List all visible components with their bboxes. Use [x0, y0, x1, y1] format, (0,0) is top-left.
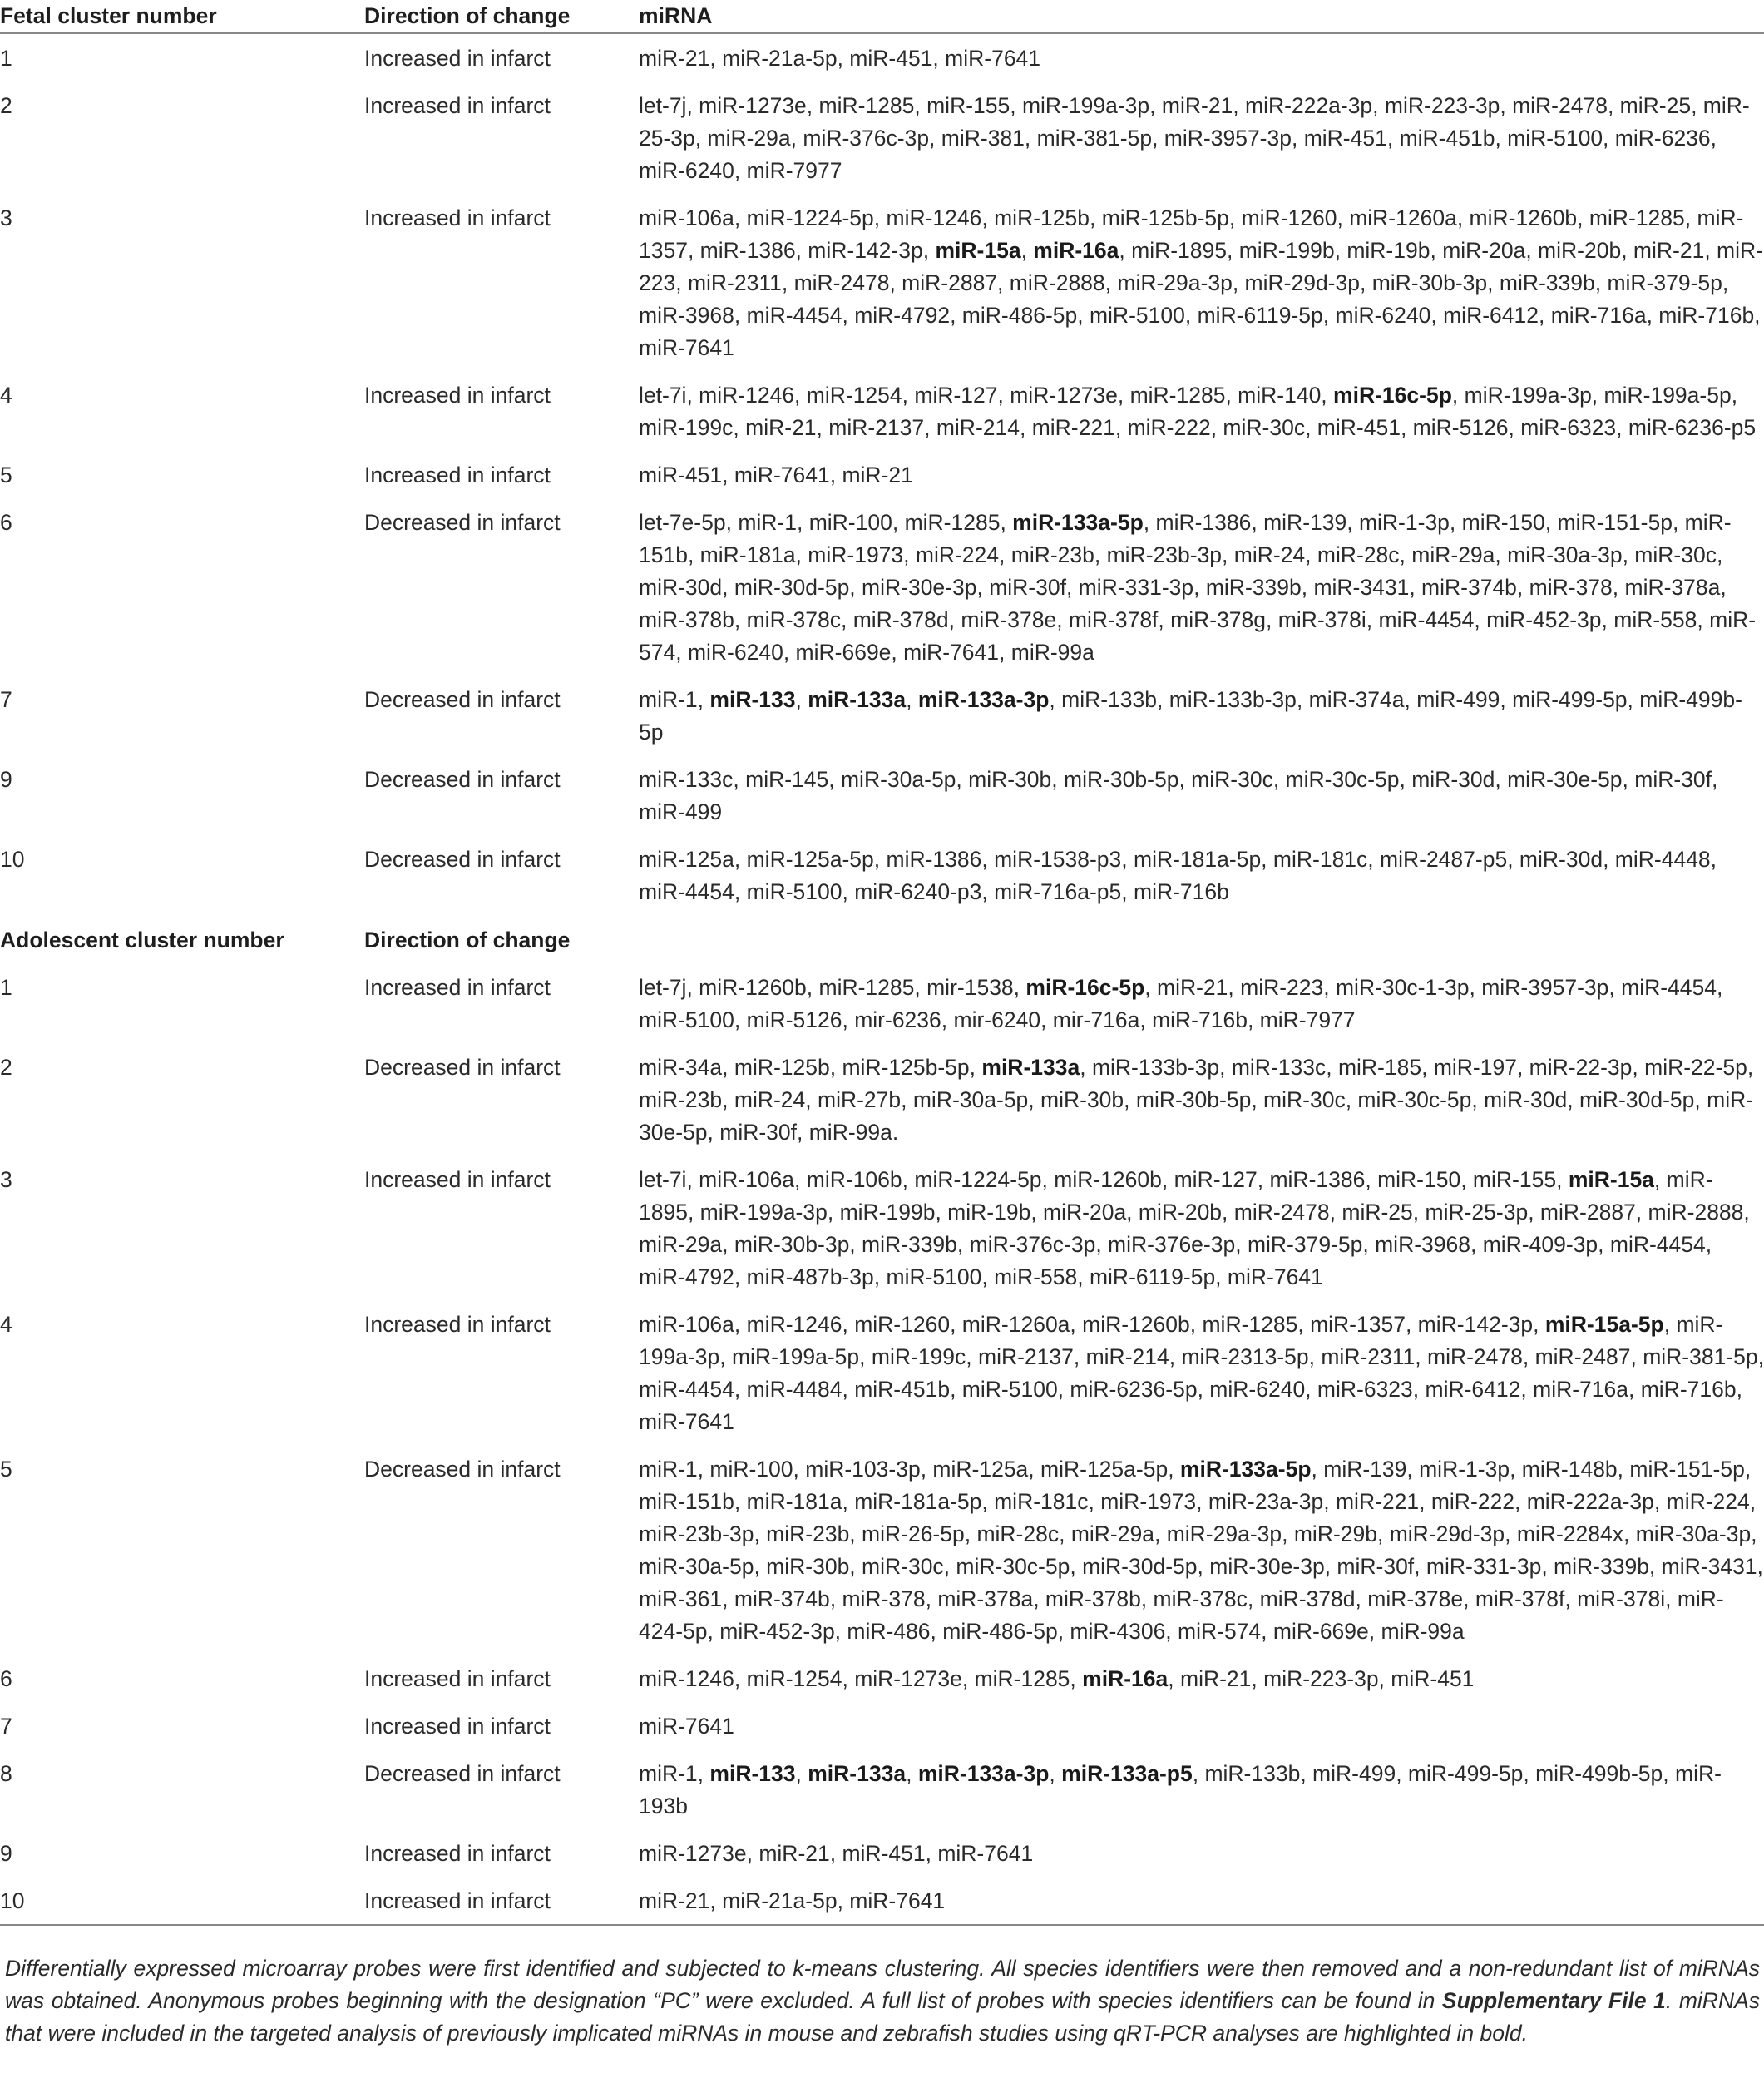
mirna-list-cell	[639, 755, 1764, 835]
mirna-text: miR-1273e, miR-21, miR-451, miR-7641	[639, 1841, 1034, 1866]
mirna-list-cell	[639, 1749, 1764, 1829]
direction-cell: Decreased in infarct	[364, 687, 561, 712]
mirna-text: let-7j, miR-1273e, miR-1285, miR-155, miR-199a-3p, miR-21, miR-222a-3p, miR-223-3p, miR-2478, miR-25, miR-25-3p, miR-29a, miR-376c-3p, miR-381, miR-381-5p, miR-3957-3p, miR-451, miR-451b, miR-5100, miR-6236, miR-6240, miR-7977	[639, 93, 1750, 183]
cluster-number-cell: 9	[0, 767, 12, 792]
mirna-list-cell	[639, 1829, 1764, 1877]
table-row	[0, 963, 1764, 1043]
highlighted-mirna: miR-15a-5p	[1544, 1312, 1664, 1337]
highlighted-mirna: miR-133a	[808, 1761, 907, 1786]
direction-cell: Decreased in infarct	[364, 510, 561, 535]
cluster-number-cell: 2	[0, 1055, 12, 1080]
table-row	[0, 1749, 1764, 1829]
cluster-number-cell: 4	[0, 383, 12, 408]
mirna-text: , miR-1386, miR-139, miR-1-3p, miR-150, miR-151-5p, miR-151b, miR-181a, miR-1973, miR-224, miR-23b, miR-23b-3p, miR-24, miR-28c, miR-29a, miR-30a-3p, miR-30c, miR-30d, miR-30d-5p, miR-30e-3p, miR-30f, miR-331-3p, miR-339b, miR-3431, miR-374b, miR-378, miR-378a, miR-378b, miR-378c, miR-378d, miR-378e, miR-378f, miR-378g, miR-378i, miR-4454, miR-452-3p, miR-558, miR-574, miR-6240, miR-669e, miR-7641, miR-99a	[639, 510, 1757, 665]
footnote-text-part2: . miRNAs that were included in the targeted analysis of previously implicated miRNAs in mouse and zebrafish studies using qRT-PCR analyses are highlighted in bold.	[5, 1988, 1761, 2046]
table-row	[0, 451, 1764, 498]
direction-cell: Increased in infarct	[364, 1888, 551, 1913]
mirna-text: miR-133c, miR-145, miR-30a-5p, miR-30b, miR-30b-5p, miR-30c, miR-30c-5p, miR-30d, miR-30e-5p, miR-30f, miR-499	[639, 767, 1718, 824]
direction-cell: Increased in infarct	[364, 46, 551, 71]
direction-cell: Increased in infarct	[364, 975, 551, 1000]
cluster-number-cell: 6	[0, 1666, 12, 1691]
table-row	[0, 835, 1764, 915]
table-row	[0, 371, 1764, 451]
footnote-text-part1: Differentially expressed microarray probes were first identified and subjected to k-means clustering. All species identifiers were then removed and a non-redundant list of miRNAs was obtained. Anonymous probes beginning with the designation “PC” were excluded. A full list of probes with species identifiers can be found in	[5, 1956, 1760, 2013]
mirna-list-cell	[639, 82, 1764, 194]
adolescent-direction-header: Direction of change	[364, 928, 571, 952]
mirna-list-cell	[639, 675, 1764, 755]
mirna-text: ,	[906, 687, 918, 712]
direction-cell: Increased in infarct	[364, 205, 551, 230]
direction-cell: Increased in infarct	[364, 1312, 551, 1337]
table-header-row	[0, 0, 1764, 33]
mirna-list-cell	[639, 1655, 1764, 1702]
table-row	[0, 755, 1764, 835]
mirna-text: , miR-139, miR-1-3p, miR-148b, miR-151-5p, miR-151b, miR-181a, miR-181a-5p, miR-181c, miR-1973, miR-23a-3p, miR-221, miR-222, miR-222a-3p, miR-224, miR-23b-3p, miR-23b, miR-26-5p, miR-28c, miR-29a, miR-29a-3p, miR-29b, miR-29d-3p, miR-2284x, miR-30a-3p, miR-30a-5p, miR-30b, miR-30c, miR-30c-5p, miR-30d-5p, miR-30e-3p, miR-30f, miR-331-3p, miR-339b, miR-3431, miR-361, miR-374b, miR-378, miR-378a, miR-378b, miR-378c, miR-378d, miR-378e, miR-378f, miR-378i, miR-424-5p, miR-452-3p, miR-486, miR-486-5p, miR-4306, miR-574, miR-669e, miR-99a	[639, 1457, 1763, 1644]
cluster-number-cell: 2	[0, 93, 12, 118]
table-row	[0, 194, 1764, 371]
mirna-list-cell	[639, 451, 1764, 498]
mirna-text: ,	[1020, 238, 1034, 263]
mirna-text: , miR-21, miR-223, miR-30c-1-3p, miR-3957-3p, miR-4454, miR-5100, miR-5126, mir-6236, mir-6240, mir-716a, miR-716b, miR-7977	[639, 975, 1723, 1032]
table-row	[0, 33, 1764, 82]
header-mirna: miRNA	[639, 3, 713, 28]
table-row	[0, 675, 1764, 755]
mirna-text: miR-1,	[639, 1761, 710, 1786]
table-row	[0, 1445, 1764, 1655]
highlighted-mirna: miR-16c-5p	[1333, 383, 1452, 408]
highlighted-mirna: miR-16a	[1082, 1666, 1169, 1691]
mirna-list-cell	[639, 963, 1764, 1043]
mirna-text: , miR-133b-3p, miR-133c, miR-185, miR-197, miR-22-3p, miR-22-5p, miR-23b, miR-24, miR-27b, miR-30a-5p, miR-30b, miR-30b-5p, miR-30c, miR-30c-5p, miR-30d, miR-30d-5p, miR-30e-5p, miR-30f, miR-99a.	[639, 1055, 1754, 1145]
table-row	[0, 498, 1764, 675]
mirna-list-cell	[639, 371, 1764, 451]
table-row	[0, 1829, 1764, 1877]
cluster-number-cell: 1	[0, 46, 12, 71]
mirna-text: , miR-199a-3p, miR-199a-5p, miR-199c, miR-2137, miR-214, miR-2313-5p, miR-2311, miR-2478, miR-2487, miR-381-5p, miR-4454, miR-4484, miR-451b, miR-5100, miR-6236-5p, miR-6240, miR-6323, miR-6412, miR-716a, miR-716b, miR-7641	[639, 1312, 1764, 1434]
mirna-text: , miR-133b, miR-499, miR-499-5p, miR-499b-5p, miR-193b	[639, 1761, 1722, 1818]
direction-cell: Increased in infarct	[364, 463, 551, 487]
mirna-text: , miR-21, miR-223-3p, miR-451	[1168, 1666, 1475, 1691]
direction-cell: Decreased in infarct	[364, 1055, 561, 1080]
table-row	[0, 1300, 1764, 1445]
mirna-text: let-7i, miR-106a, miR-106b, miR-1224-5p, miR-1260b, miR-127, miR-1386, miR-150, miR-155,	[639, 1167, 1569, 1192]
adolescent-cluster-header: Adolescent cluster number	[0, 928, 284, 952]
mirna-text: miR-1, miR-100, miR-103-3p, miR-125a, miR-125a-5p,	[639, 1457, 1180, 1482]
highlighted-mirna: miR-133a-5p	[1012, 510, 1144, 535]
table-row	[0, 1655, 1764, 1702]
mirna-list-cell	[639, 33, 1764, 82]
cluster-number-cell: 7	[0, 1714, 12, 1739]
mirna-text: ,	[1049, 1761, 1062, 1786]
table-row	[0, 82, 1764, 194]
table-row	[0, 1043, 1764, 1155]
highlighted-mirna: miR-133a-p5	[1061, 1761, 1193, 1786]
highlighted-mirna: miR-133a	[981, 1055, 1080, 1080]
mirna-list-cell	[639, 1155, 1764, 1300]
cluster-number-cell: 4	[0, 1312, 12, 1337]
mirna-text: ,	[906, 1761, 918, 1786]
table-footnote	[5, 1952, 1760, 2050]
mirna-text: miR-1246, miR-1254, miR-1273e, miR-1285,	[639, 1666, 1083, 1691]
mirna-text: miR-21, miR-21a-5p, miR-7641	[639, 1888, 946, 1913]
mirna-text: ,	[795, 687, 808, 712]
mirna-text: , miR-1895, miR-199a-3p, miR-199b, miR-19b, miR-20a, miR-20b, miR-2478, miR-25, miR-25-3p, miR-2887, miR-2888, miR-29a, miR-30b-3p, miR-339b, miR-376c-3p, miR-376e-3p, miR-379-5p, miR-3968, miR-409-3p, miR-4454, miR-4792, miR-487b-3p, miR-5100, miR-558, miR-6119-5p, miR-7641	[639, 1167, 1750, 1289]
direction-cell: Decreased in infarct	[364, 1457, 561, 1482]
mirna-text: , miR-1895, miR-199b, miR-19b, miR-20a, miR-20b, miR-21, miR-223, miR-2311, miR-2478, miR-2887, miR-2888, miR-29a-3p, miR-29d-3p, miR-30b-3p, miR-339b, miR-379-5p, miR-3968, miR-4454, miR-4792, miR-486-5p, miR-5100, miR-6119-5p, miR-6240, miR-6412, miR-716a, miR-716b, miR-7641	[639, 238, 1763, 360]
table-row	[0, 1702, 1764, 1749]
empty-cell	[639, 915, 1764, 963]
footnote-supplementary-file: Supplementary File 1	[1441, 1988, 1666, 2013]
mirna-list-cell	[639, 835, 1764, 915]
mirna-text: miR-34a, miR-125b, miR-125b-5p,	[639, 1055, 982, 1080]
highlighted-mirna: miR-133a	[808, 687, 907, 712]
mirna-list-cell	[639, 1300, 1764, 1445]
mirna-text: let-7i, miR-1246, miR-1254, miR-127, miR-1273e, miR-1285, miR-140,	[639, 383, 1334, 408]
header-direction-of-change: Direction of change	[364, 3, 571, 28]
mirna-text: miR-106a, miR-1246, miR-1260, miR-1260a, miR-1260b, miR-1285, miR-1357, miR-142-3p,	[639, 1312, 1545, 1337]
mirna-text: ,	[795, 1761, 808, 1786]
header-cluster-number: Fetal cluster number	[0, 3, 217, 28]
cluster-number-cell: 7	[0, 687, 12, 712]
highlighted-mirna: miR-16a	[1033, 238, 1119, 263]
direction-cell: Increased in infarct	[364, 1167, 551, 1192]
mirna-text: , miR-199a-3p, miR-199a-5p, miR-199c, miR-21, miR-2137, miR-214, miR-221, miR-222, miR-30c, miR-451, miR-5126, miR-6323, miR-6236-p5	[639, 383, 1757, 440]
direction-cell: Increased in infarct	[364, 93, 551, 118]
highlighted-mirna: miR-15a	[935, 238, 1021, 263]
cluster-number-cell: 5	[0, 1457, 12, 1482]
mirna-list-cell	[639, 1877, 1764, 1925]
direction-cell: Decreased in infarct	[364, 767, 561, 792]
highlighted-mirna: miR-133	[709, 687, 796, 712]
cluster-number-cell: 8	[0, 1761, 12, 1786]
direction-cell: Increased in infarct	[364, 1841, 551, 1866]
table-row	[0, 1877, 1764, 1925]
mirna-text: miR-7641	[639, 1714, 734, 1739]
highlighted-mirna: miR-133	[709, 1761, 796, 1786]
mirna-list-cell	[639, 1445, 1764, 1655]
mirna-text: let-7j, miR-1260b, miR-1285, mir-1538,	[639, 975, 1026, 1000]
cluster-number-cell: 10	[0, 1888, 25, 1913]
mirna-text: miR-21, miR-21a-5p, miR-451, miR-7641	[639, 46, 1041, 71]
cluster-number-cell: 10	[0, 847, 25, 872]
mirna-list-cell	[639, 498, 1764, 675]
direction-cell: Decreased in infarct	[364, 1761, 561, 1786]
direction-cell: Increased in infarct	[364, 383, 551, 408]
mirna-text: let-7e-5p, miR-1, miR-100, miR-1285,	[639, 510, 1013, 535]
highlighted-mirna: miR-16c-5p	[1025, 975, 1145, 1000]
cluster-number-cell: 1	[0, 975, 12, 1000]
mirna-text: miR-106a, miR-1224-5p, miR-1246, miR-125b, miR-125b-5p, miR-1260, miR-1260a, miR-1260b, miR-1285, miR-1357, miR-1386, miR-142-3p,	[639, 205, 1744, 263]
cluster-number-cell: 9	[0, 1841, 12, 1866]
mirna-text: , miR-133b, miR-133b-3p, miR-374a, miR-499, miR-499-5p, miR-499b-5p	[639, 687, 1742, 745]
mirna-text: miR-125a, miR-125a-5p, miR-1386, miR-1538-p3, miR-181a-5p, miR-181c, miR-2487-p5, miR-30d, miR-4448, miR-4454, miR-5100, miR-6240-p3, miR-716a-p5, miR-716b	[639, 847, 1717, 904]
cluster-number-cell: 6	[0, 510, 12, 535]
highlighted-mirna: miR-15a	[1568, 1167, 1654, 1192]
table-body	[0, 33, 1764, 1925]
mirna-text: miR-1,	[639, 687, 710, 712]
mirna-list-cell	[639, 1702, 1764, 1749]
cluster-number-cell: 3	[0, 205, 12, 230]
mirna-list-cell	[639, 1043, 1764, 1155]
direction-cell: Increased in infarct	[364, 1714, 551, 1739]
cluster-number-cell: 5	[0, 463, 12, 487]
highlighted-mirna: miR-133a-5p	[1179, 1457, 1312, 1482]
direction-cell: Decreased in infarct	[364, 847, 561, 872]
adolescent-subheader-row	[0, 915, 1764, 963]
mirna-text: miR-451, miR-7641, miR-21	[639, 463, 913, 487]
cluster-number-cell: 3	[0, 1167, 12, 1192]
highlighted-mirna: miR-133a-3p	[917, 1761, 1050, 1786]
direction-cell: Increased in infarct	[364, 1666, 551, 1691]
mirna-list-cell	[639, 194, 1764, 371]
table-row	[0, 1155, 1764, 1300]
highlighted-mirna: miR-133a-3p	[917, 687, 1050, 712]
